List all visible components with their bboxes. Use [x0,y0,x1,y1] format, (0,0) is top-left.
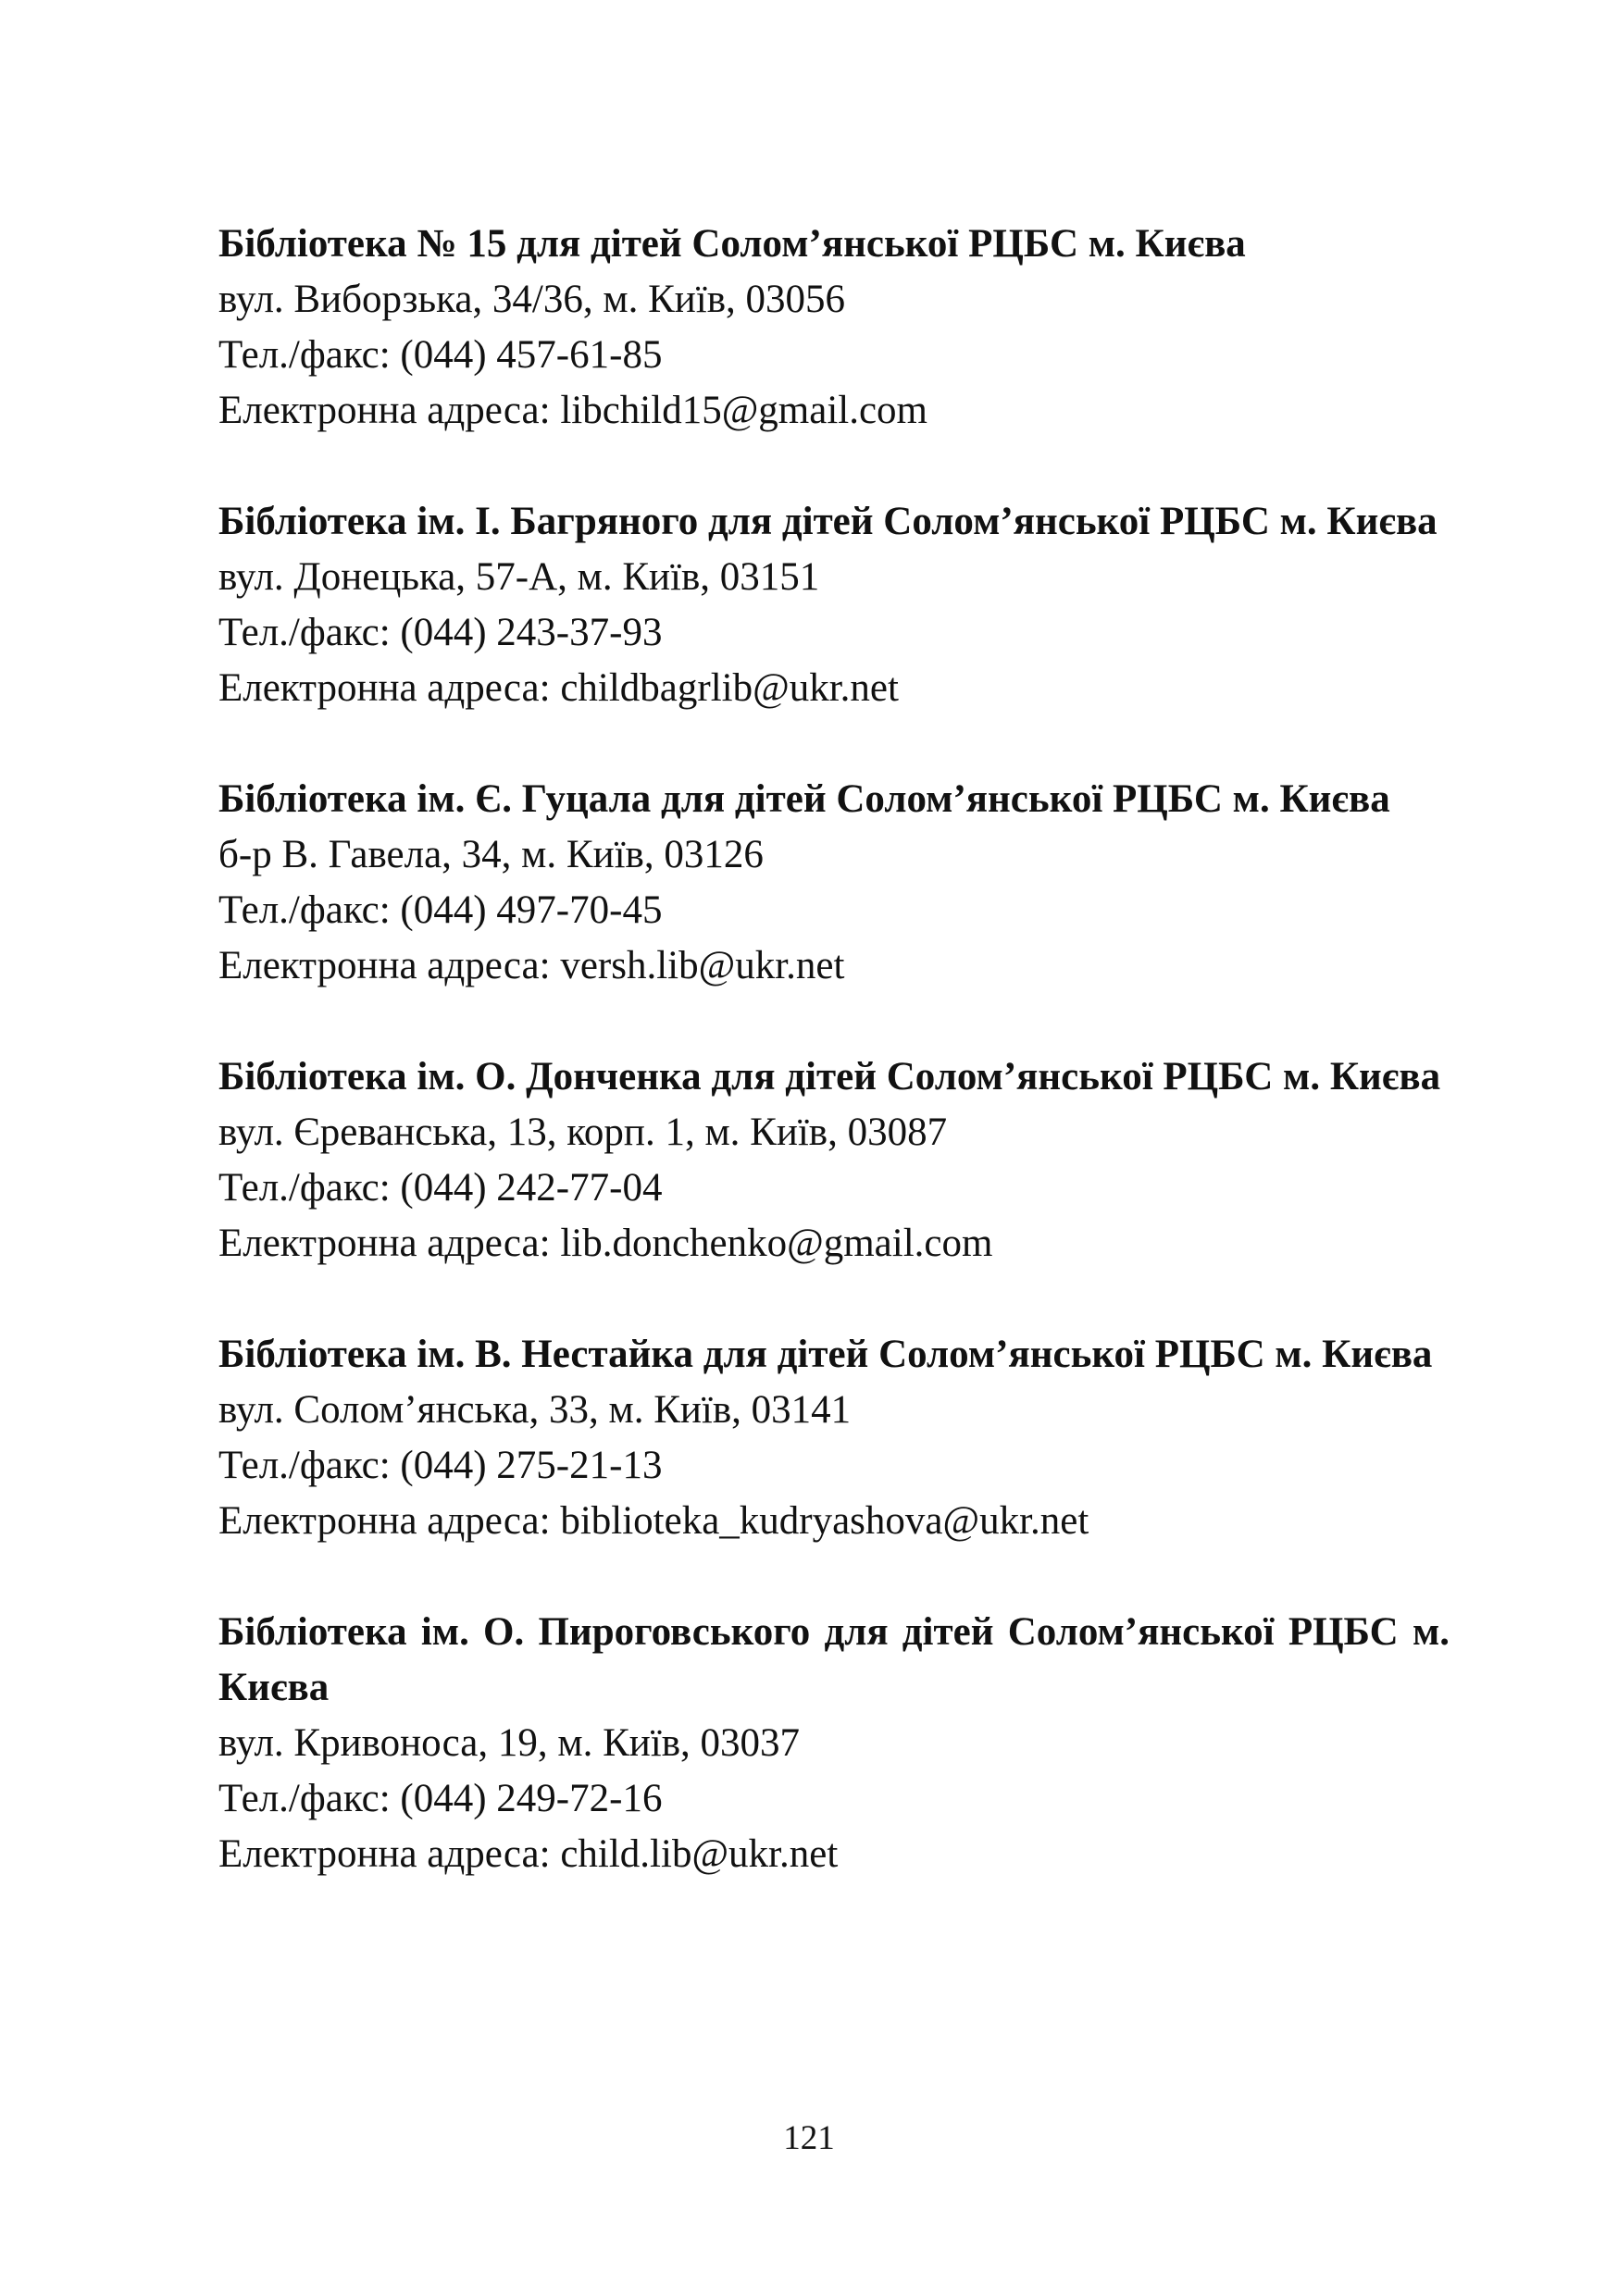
library-title: Бібліотека ім. О. Пироговського для дітей Солом’янської РЦБС м. Києва [218,1610,1450,1709]
library-entry [218,217,1450,439]
library-title: Бібліотека ім. О. Донченка для дітей Солом’янської РЦБС м. Києва [218,1055,1441,1098]
library-entry [218,1049,1450,1272]
library-title: Бібліотека ім. І. Багряного для дітей Солом’янської РЦБС м. Києва [218,500,1438,543]
library-entry [218,494,1450,716]
library-address: вул. Солом’янська, 33, м. Київ, 03141 [218,1388,852,1432]
library-phone: Тел./факс: (044) 243-37-93 [218,611,663,654]
library-address: вул. Єреванська, 13, корп. 1, м. Київ, 03087 [218,1111,948,1154]
document-body [218,217,1450,1938]
library-entry [218,1605,1450,1882]
library-email: Електронна адреса: libchild15@gmail.com [218,389,928,432]
library-title: Бібліотека ім. В. Нестайка для дітей Солом’янської РЦБС м. Києва [218,1333,1433,1376]
library-title: Бібліотека № 15 для дітей Солом’янської РЦБС м. Києва [218,222,1246,266]
library-phone: Тел./факс: (044) 249-72-16 [218,1777,663,1820]
library-title: Бібліотека ім. Є. Гуцала для дітей Солом’янської РЦБС м. Києва [218,777,1390,821]
library-phone: Тел./факс: (044) 497-70-45 [218,888,663,932]
library-entry [218,1327,1450,1549]
library-address: вул. Виборзька, 34/36, м. Київ, 03056 [218,278,846,321]
library-phone: Тел./факс: (044) 275-21-13 [218,1444,663,1487]
library-email: Електронна адреса: lib.donchenko@gmail.com [218,1222,993,1265]
library-address: б-р В. Гавела, 34, м. Київ, 03126 [218,833,764,876]
library-email: Електронна адреса: child.lib@ukr.net [218,1832,839,1876]
library-phone: Тел./факс: (044) 242-77-04 [218,1166,663,1210]
library-email: Електронна адреса: biblioteka_kudryashova@ukr.net [218,1499,1089,1543]
library-email: Електронна адреса: childbagrlib@ukr.net [218,666,899,710]
library-address: вул. Кривоноса, 19, м. Київ, 03037 [218,1721,801,1765]
library-entry [218,772,1450,994]
library-phone: Тел./факс: (044) 457-61-85 [218,333,663,377]
library-email: Електронна адреса: versh.lib@ukr.net [218,944,845,987]
library-address: вул. Донецька, 57-А, м. Київ, 03151 [218,555,820,599]
page-number: 121 [783,2119,835,2157]
